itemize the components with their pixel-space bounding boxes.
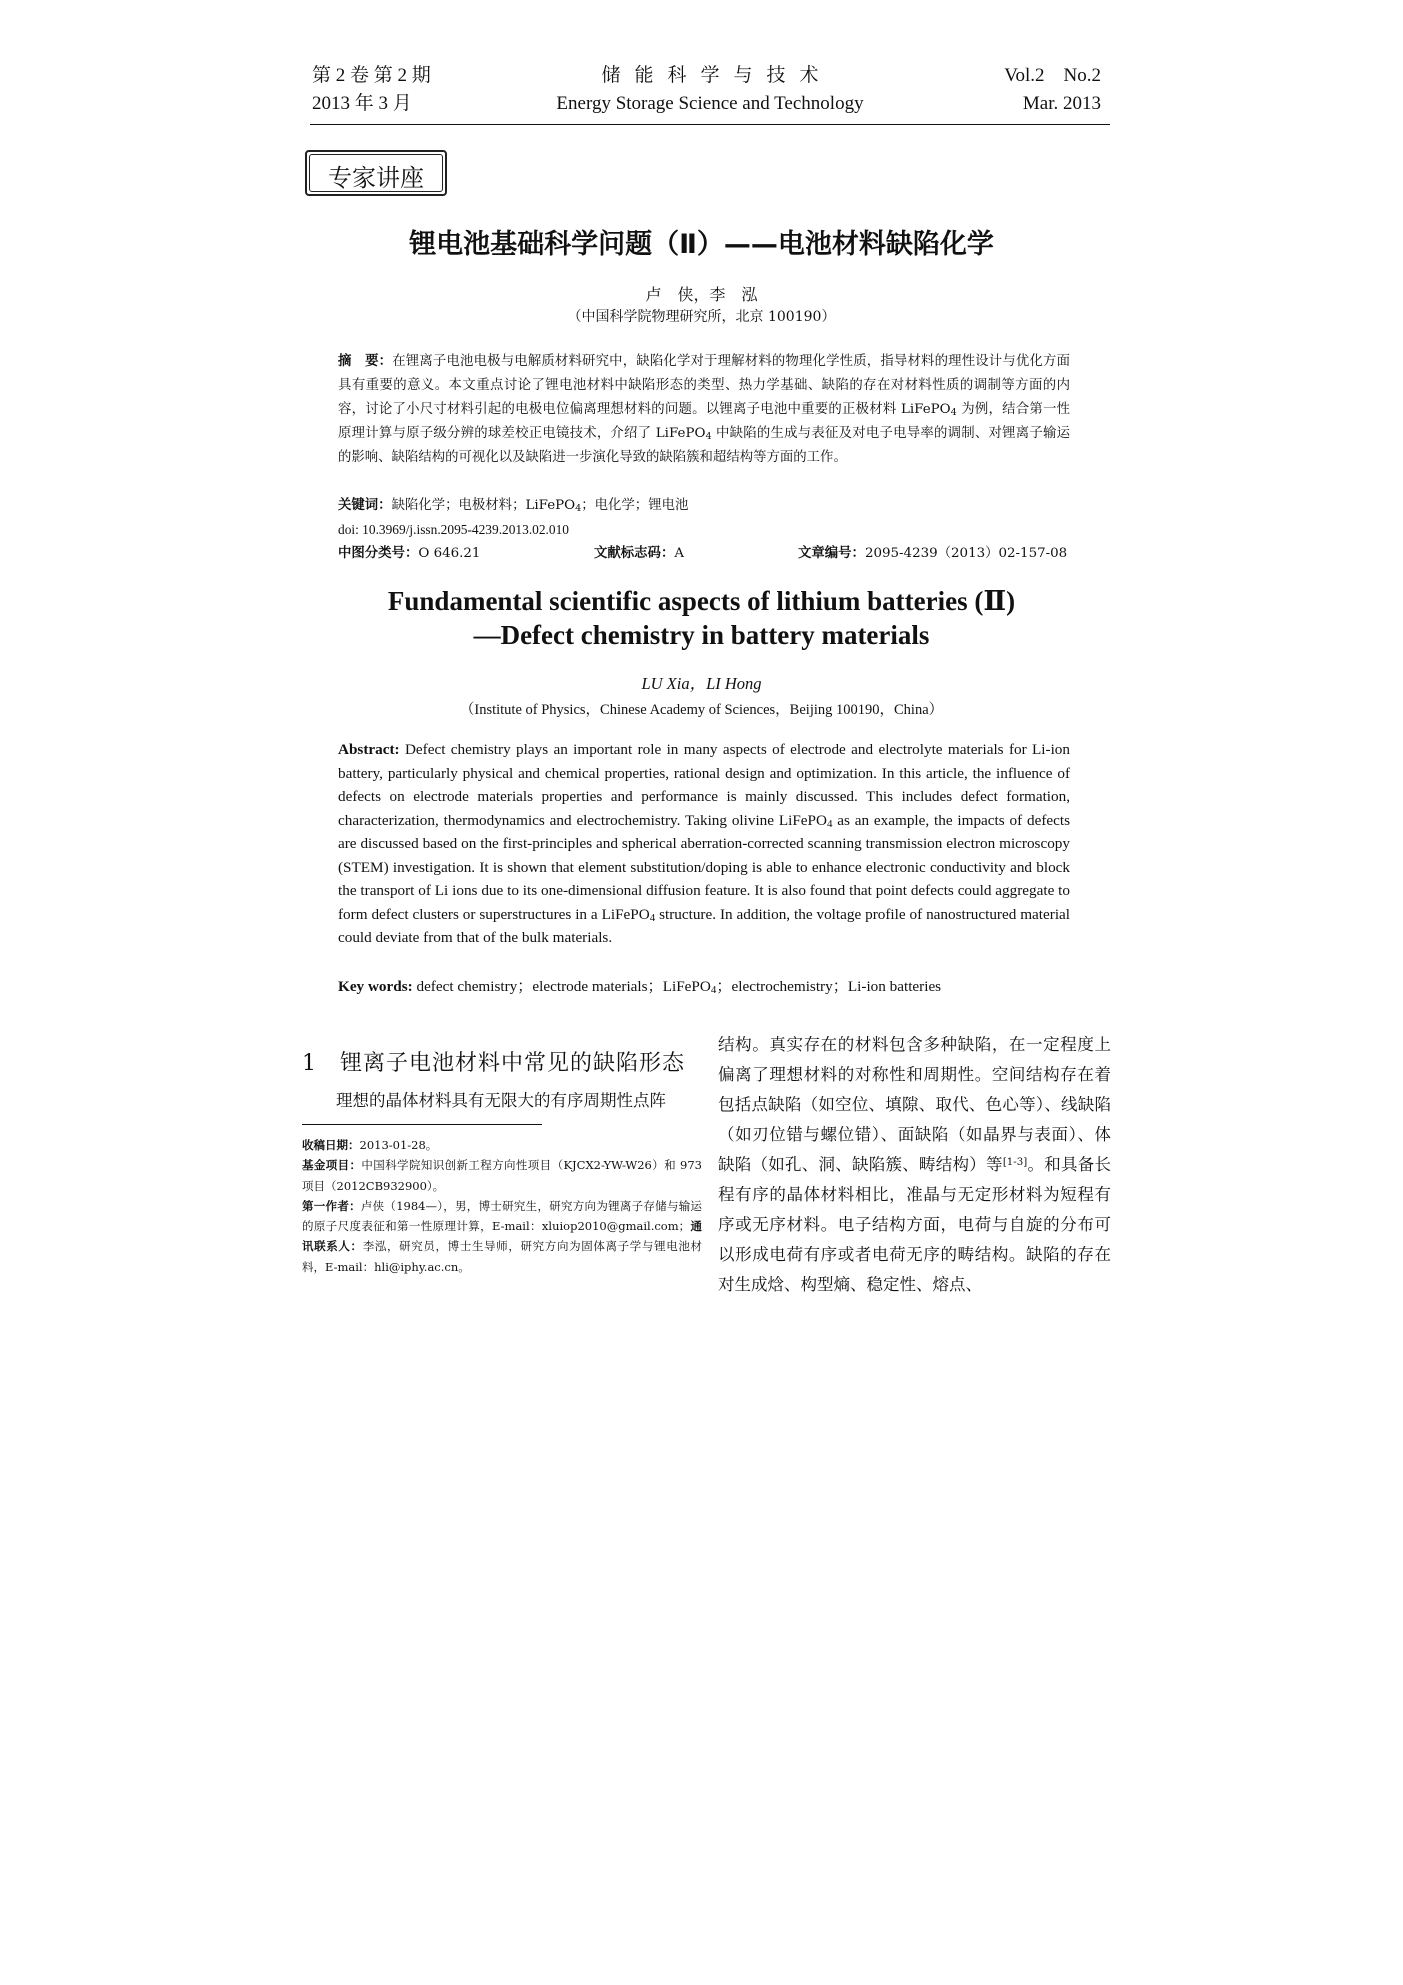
doc-code-label: 文献标志码： — [594, 546, 675, 561]
keywords-cn-text-a: 缺陷化学；电极材料；LiFePO — [391, 498, 576, 513]
received-label: 收稿日期： — [302, 1138, 360, 1152]
authors-en: LU Xia，LI Hong — [641, 674, 762, 693]
affiliation-en: （Institute of Physics，Chinese Academy of Sciences，Beijing 100190，China） — [459, 702, 944, 718]
abstract-cn-text-a: 在锂离子电池电极与电解质材料研究中，缺陷化学对于理解材料的物理化学性质，指导材料的理性设计与优化方面具有重要的意义。本文重点讨论了锂电池材料中缺陷形态的类型、热力学基础、缺陷的存在对材料性质的调制等方面的内容，讨论了小尺寸材料引起的电极电位偏离理想材料的问题。以锂离子电池中重要的正极材料 LiFePO — [338, 354, 1070, 417]
keywords-en — [338, 975, 1070, 999]
abstract-cn-sub-a: 4 — [950, 406, 957, 418]
footnote-fund — [302, 1155, 702, 1196]
article-number-value: 2095-4239（2013）02-157-08 — [864, 546, 1068, 561]
abstract-cn — [338, 350, 1070, 470]
section-heading: 1 锂离子电池材料中常见的缺陷形态 — [302, 1051, 685, 1076]
column-label: 专家讲座 — [328, 164, 424, 192]
abstract-cn-label: 摘 要： — [338, 354, 393, 369]
publication-date: 2013 年 3 月 — [312, 93, 412, 114]
keywords-cn — [338, 494, 1070, 518]
footnote-received — [302, 1135, 702, 1155]
authors-cn: 卢 侠，李 泓 — [645, 285, 758, 304]
abstract-cn-text-c: 中缺陷的生成与表征及对电子电导率的调制、对锂离子输运的影响、缺陷结构的可视化以及缺陷进一步演化导致的缺陷簇和超结构等方面的工作。 — [338, 426, 1070, 465]
footnotes — [302, 1135, 702, 1277]
footnote-divider — [302, 1124, 542, 1125]
doi: doi: 10.3969/j.issn.2095-4239.2013.02.010 — [338, 522, 569, 537]
fund-value: 中国科学院知识创新工程方向性项目（KJCX2-YW-W26）和 973 项目（2012CB932900）。 — [302, 1158, 703, 1193]
abstract-cn-text-b: 为例，结合第一性原理计算与原子级分辨的球差校正电镜技术，介绍了 LiFePO — [338, 402, 1070, 441]
journal-name-cn: 储能科学与技术 — [601, 65, 833, 86]
doc-code-value: A — [674, 546, 685, 561]
abstract-en-sub-b: 4 — [649, 911, 656, 924]
title-en-line1: Fundamental scientific aspects of lithium batteries (Ⅱ) — [387, 586, 1016, 616]
journal-name-en: Energy Storage Science and Technology — [556, 93, 864, 114]
title-en-line2: —Defect chemistry in battery materials — [473, 620, 930, 650]
abstract-en-label: Abstract: — [338, 741, 400, 758]
first-author-value: 卢侠（1984—），男，博士研究生，研究方向为锂离子存储与输运的原子尺度表征和第一性原理计算，E-mail：xluiop2010@gmail.com； — [302, 1198, 703, 1234]
abstract-en — [338, 738, 1070, 950]
clc-label: 中图分类号： — [338, 546, 419, 561]
keywords-en-text-b: ；electrochemistry；Li-ion batteries — [716, 978, 942, 995]
journal-issue — [312, 62, 431, 118]
keywords-cn-text-b: ；电化学；锂电池 — [581, 498, 689, 513]
abstract-en-text-a: Defect chemistry plays an important role in many aspects of electrode and electrolyte materials for Li-ion battery, particularly physical and chemical properties, rational design and optimization. In this article, the influence of defects on electrode materials properties and performance is mainly discussed. This includes defect formation, characterization, thermodynamics and electrochemistry. Taking olivine LiFePO — [338, 741, 1070, 829]
contact-value: 李泓，研究员，博士生导师，研究方向为固体离子学与锂电池材料，E-mail：hli@iphy.ac.cn。 — [302, 1239, 702, 1274]
abstract-en-text-b: as an example, the impacts of defects are discussed based on the first-principles and spherical aberration-corrected scanning transmission electron microscopy (STEM) investigation. It is shown that element substitution/doping is able to enhance electronic conductivity and block the transport of Li ions due to its one-dimensional diffusion feature. It is also found that point defects could aggregate to form defect clusters or superstructures in a LiFePO — [338, 811, 1070, 923]
keywords-cn-sub: 4 — [575, 502, 582, 514]
right-column-text-b: 。和具备长程有序的晶体材料相比，准晶与无定形材料为短程有序或无序材料。电子结构方面，电荷与自旋的分布可以形成电荷有序或者电荷无序的畴结构。缺陷的存在对生成焓、构型熵、稳定性、熔点、 — [718, 1155, 1112, 1294]
affiliation-cn: （中国科学院物理研究所，北京 100190） — [567, 309, 836, 325]
contact-label: 通讯联系人： — [302, 1219, 703, 1254]
journal-volume-en — [1004, 62, 1101, 118]
column-label-box — [305, 150, 447, 196]
date-en: Mar. 2013 — [1022, 93, 1101, 114]
volume-number-en: Vol.2 No.2 — [1004, 65, 1101, 86]
keywords-en-text-a: defect chemistry；electrode materials；LiFePO — [412, 978, 711, 995]
volume-issue: 第 2 卷 第 2 期 — [312, 65, 431, 86]
first-author-label: 第一作者： — [302, 1198, 361, 1213]
abstract-en-sub-a: 4 — [826, 817, 833, 830]
article-number — [798, 542, 1067, 566]
received-value: 2013-01-28。 — [359, 1138, 438, 1152]
clc-number — [338, 542, 480, 566]
keywords-cn-label: 关键词： — [338, 498, 392, 513]
footnote-author — [302, 1196, 702, 1277]
clc-value: O 646.21 — [418, 546, 481, 561]
abstract-cn-sub-b: 4 — [705, 430, 712, 442]
keywords-en-sub: 4 — [710, 984, 717, 997]
right-column-text — [718, 1030, 1111, 1300]
header-divider — [310, 124, 1110, 125]
section-paragraph-start: 理想的晶体材料具有无限大的有序周期性点阵 — [336, 1091, 666, 1110]
article-number-label: 文章编号： — [798, 546, 865, 561]
title-en — [0, 584, 1403, 652]
citation-ref: [1-3] — [1002, 1156, 1028, 1168]
abstract-en-text-c: structure. In addition, the voltage profile of nanostructured material could deviate from that of the bulk materials. — [338, 905, 1070, 946]
document-code — [594, 542, 684, 566]
keywords-en-label: Key words: — [338, 978, 413, 995]
journal-name — [540, 62, 880, 118]
fund-label: 基金项目： — [302, 1158, 362, 1173]
title-cn: 锂电池基础科学问题（Ⅱ）——电池材料缺陷化学 — [409, 229, 994, 260]
right-column-text-a: 结构。真实存在的材料包含多种缺陷，在一定程度上偏离了理想材料的对称性和周期性。空间结构存在着包括点缺陷（如空位、填隙、取代、色心等）、线缺陷（如刃位错与螺位错）、面缺陷（如晶界与表面）、体缺陷（如孔、洞、缺陷簇、畴结构）等 — [718, 1035, 1111, 1174]
